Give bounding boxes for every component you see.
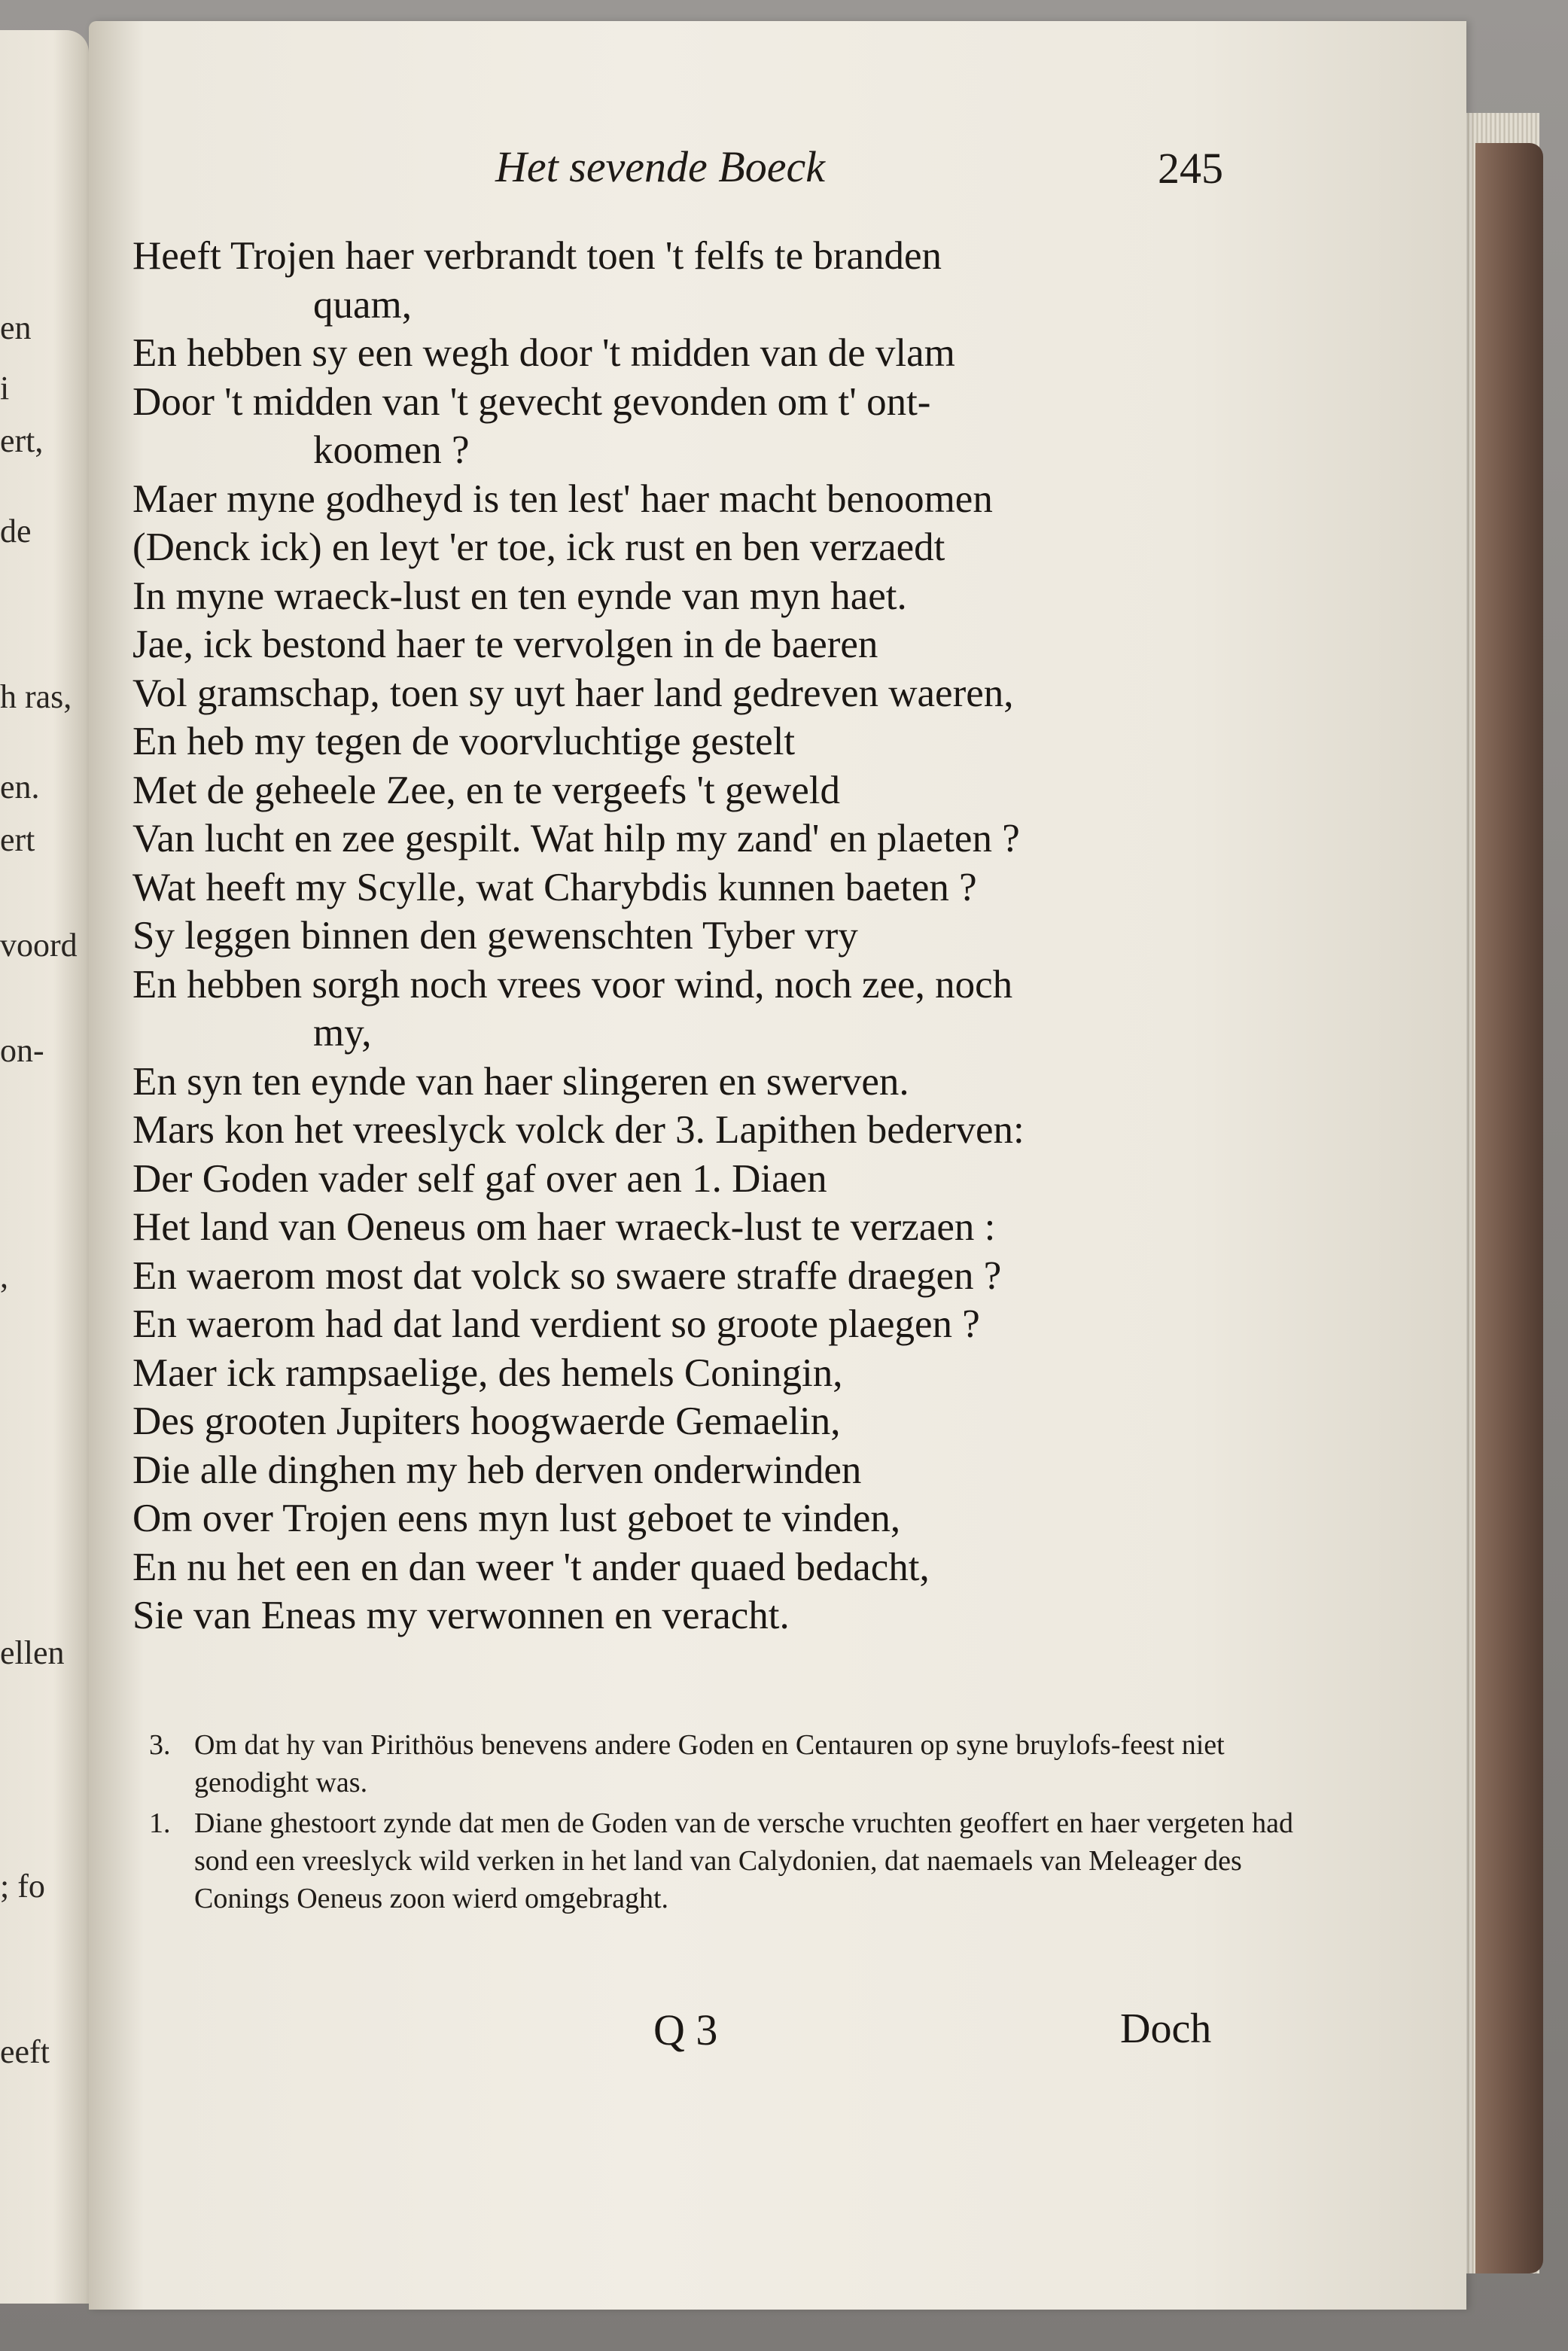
left-page-fragment: ; fo [0,1868,45,1905]
verse-line: Het land van Oeneus om haer wraeck-lust te verzaen : [132,1205,996,1249]
verse-line: Van lucht en zee gespilt. Wat hilp my zand' en plaeten ? [132,817,1020,860]
verse-line: En waerom had dat land verdient so groote plaegen ? [132,1302,980,1346]
left-page-fragment: h ras, [0,678,72,715]
footnote-mark: 3. [149,1729,171,1761]
verse-line: Der Goden vader self gaf over aen 1. Diaen [132,1156,827,1201]
left-page-fragment: en [0,309,32,346]
verse-turnover: quam, [313,282,412,327]
left-page-fragment: i [0,370,10,407]
verse-line: En hebben sorgh noch vrees voor wind, noch zee, noch [132,962,1013,1006]
left-page-fragment: eeft [0,2033,50,2070]
left-page-fragment: ellen [0,1634,65,1671]
verse-line: Door 't midden van 't gevecht gevonden om t' ont- [132,379,931,424]
footnote-text: Om dat hy van Pirithöus benevens andere Goden en Centauren op syne bruylofs-feest niet genodight was. [194,1729,1225,1798]
verse-line: Heeft Trojen haer verbrandt toen 't felfs te branden [132,234,942,278]
verse-line: Sie van Eneas my verwonnen en veracht. [132,1594,790,1637]
verse-line: Maer myne godheyd is ten lest' haer macht benoomen [132,477,993,521]
verse-line: En syn ten eynde van haer slingeren en swerven. [132,1059,909,1104]
left-page-fragment: ert, [0,422,44,459]
left-page-fragment: voord [0,927,78,964]
right-page [89,21,1466,2310]
page-number: 245 [1158,144,1223,193]
verse-line: Jae, ick bestond haer te vervolgen in de baeren [132,623,878,666]
verse-line: Sy leggen binnen den gewenschten Tyber vry [132,914,858,958]
verse-line: En waerom most dat volck so swaere straffe draegen ? [132,1253,1002,1298]
left-facing-page [0,30,89,2304]
left-page-fragment: on- [0,1032,44,1069]
verse-line: En nu het een en dan weer 't ander quaed bedacht, [132,1545,930,1589]
catchword: Doch [1120,2005,1212,2052]
verse-block [132,232,1427,1640]
verse-line: Met de geheele Zee, en te vergeefs 't geweld [132,768,841,812]
verse-line: In myne wraeck-lust en ten eynde van myn haet. [132,574,907,618]
verse-line: Die alle dinghen my heb derven onderwinden [132,1448,862,1492]
left-page-fragment: ert [0,821,35,858]
verse-line: Wat heeft my Scylle, wat Charybdis kunnen baeten ? [132,865,977,909]
verse-line: En hebben sy een wegh door 't midden van de vlam [132,331,955,375]
footnote [149,1726,1323,1801]
footnote [149,1804,1323,1917]
running-head: Het sevende Boeck [495,142,825,191]
left-page-fragment: de [0,513,32,550]
left-page-fragment: , [0,1258,8,1295]
footnote-mark: 1. [149,1807,171,1839]
verse-turnover: my, [313,1011,372,1055]
verse-line: Maer ick rampsaelige, des hemels Coningin, [132,1351,843,1395]
verse-line: Des grooten Jupiters hoogwaerde Gemaelin, [132,1399,841,1443]
verse-line: En heb my tegen de voorvluchtige gestelt [132,720,796,763]
signature-mark: Q 3 [653,2005,718,2054]
footnote-text: Diane ghestoort zynde dat men de Goden van de versche vruchten geoffert en haer vergeten had sond een vreeslyck wild verken in het land van Calydonien, dat naemaels van Meleager des Conings Oeneus zoon wierd omgebraght. [194,1807,1293,1914]
footnotes [149,1726,1323,1920]
left-page-fragment: en. [0,769,40,805]
verse-line: Om over Trojen eens myn lust geboet te vinden, [132,1497,901,1540]
verse-line: (Denck ick) en leyt 'er toe, ick rust en ben verzaedt [132,525,945,569]
verse-turnover: koomen ? [313,428,470,472]
verse-line: Mars kon het vreeslyck volck der 3. Lapithen bederven: [132,1108,1025,1152]
book-cover-edge [1475,143,1543,2273]
verse-line: Vol gramschap, toen sy uyt haer land gedreven waeren, [132,671,1014,715]
